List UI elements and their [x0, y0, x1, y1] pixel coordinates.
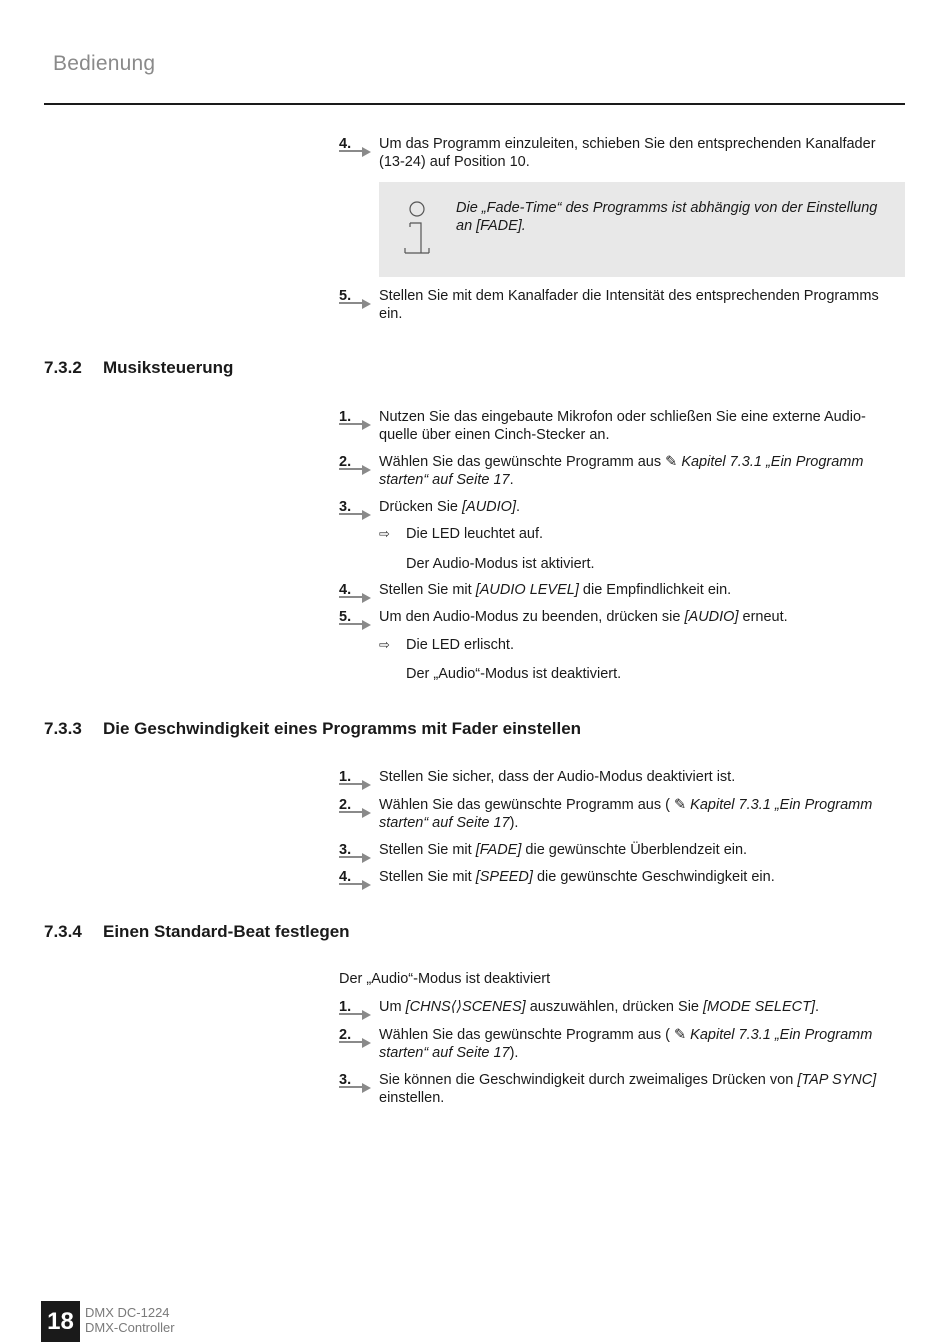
- step-number: 4.: [339, 869, 352, 885]
- header-divider: [44, 103, 905, 105]
- step-text: [379, 868, 899, 886]
- step-4: [339, 135, 899, 171]
- step-1: [339, 408, 899, 444]
- step-number: 1.: [339, 409, 352, 425]
- step-text: Stellen Sie sicher, dass der Audio-Modus deaktiviert ist.: [379, 769, 736, 785]
- step-3: [339, 498, 899, 516]
- step-2: [339, 1026, 899, 1062]
- button-reference: [TAP SYNC]: [797, 1072, 877, 1088]
- button-reference: [SPEED]: [475, 869, 533, 885]
- cross-reference-link[interactable]: Kapitel 7.3.1 „Ein Programm starten“ auf Seite 17: [379, 454, 864, 488]
- button-reference: [AUDIO]: [462, 499, 516, 515]
- footer-model: [85, 1305, 175, 1335]
- step-5: [339, 287, 899, 323]
- result-item: [379, 636, 899, 654]
- result-arrow-icon: ⇨: [379, 637, 390, 652]
- step-text-part: Sie können die Geschwindigkeit durch zweimaliges Drücken von: [379, 1072, 798, 1088]
- result-arrow-icon: ⇨: [379, 526, 390, 541]
- step-arrow-icon: [339, 880, 371, 890]
- result-note: Der „Audio“-Modus ist deaktiviert.: [406, 666, 622, 682]
- step-4: [339, 581, 899, 599]
- step-arrow-icon: [339, 147, 371, 157]
- info-box: [379, 182, 905, 277]
- step-arrow-icon: [339, 780, 371, 790]
- step-text-part: ).: [509, 1045, 519, 1061]
- step-3: [339, 1071, 899, 1107]
- step-text-part: die gewünschte Geschwindigkeit ein.: [532, 869, 775, 885]
- step-text: [379, 453, 899, 489]
- step-1: [339, 998, 899, 1016]
- step-text-part: .: [516, 499, 521, 515]
- info-icon: [401, 201, 433, 257]
- footer-model-name: DMX DC-1224: [85, 1305, 170, 1320]
- cross-reference-icon: ✎: [673, 797, 691, 813]
- step-number: 3.: [339, 1072, 352, 1088]
- step-text: [379, 841, 899, 859]
- step-number: 5.: [339, 609, 352, 625]
- info-text: Die „Fade-Time“ des Programms ist abhängig von der Einstellung an [FADE].: [456, 200, 878, 234]
- step-text-part: Stellen Sie mit: [379, 869, 476, 885]
- step-arrow-icon: [339, 1083, 371, 1093]
- step-text: Nutzen Sie das eingebaute Mikrofon oder schließen Sie eine externe Audio-quelle über einen Cinch-Stecker an.: [379, 409, 866, 443]
- step-text-part: einstellen.: [379, 1090, 445, 1106]
- step-text-part: die gewünschte Überblendzeit ein.: [521, 842, 748, 858]
- step-text-part: die Empfindlichkeit ein.: [578, 582, 732, 598]
- section-title: Musiksteuerung: [103, 358, 234, 377]
- button-reference: [CHNS⟨⟩SCENES]: [405, 999, 526, 1015]
- step-2: [339, 796, 899, 832]
- step-number: 2.: [339, 797, 352, 813]
- step-text: Stellen Sie mit dem Kanalfader die Intensität des entsprechenden Programms ein.: [379, 288, 879, 322]
- step-text-part: Wählen Sie das gewünschte Programm aus: [379, 454, 666, 470]
- step-arrow-icon: [339, 853, 371, 863]
- step-number: 3.: [339, 499, 352, 515]
- button-reference: [AUDIO]: [684, 609, 739, 625]
- step-text-part: Um: [379, 999, 406, 1015]
- result-note: Der Audio-Modus ist aktiviert.: [406, 556, 595, 572]
- step-text-part: ).: [509, 815, 519, 831]
- step-text: [379, 581, 899, 599]
- step-arrow-icon: [339, 620, 371, 630]
- step-arrow-icon: [339, 510, 371, 520]
- result-text: Die LED leuchtet auf.: [406, 526, 544, 542]
- button-reference: [FADE]: [475, 842, 522, 858]
- step-number: 5.: [339, 288, 352, 304]
- step-3: [339, 841, 899, 859]
- step-number: 2.: [339, 1027, 352, 1043]
- step-number: 4.: [339, 582, 352, 598]
- page-number: 18: [41, 1301, 80, 1342]
- step-number: 3.: [339, 842, 352, 858]
- cross-reference-icon: ✎: [673, 1027, 691, 1043]
- step-arrow-icon: [339, 1038, 371, 1048]
- section-heading-7-3-2: [44, 358, 233, 378]
- step-text-part: Wählen Sie das gewünschte Programm aus (: [379, 797, 674, 813]
- step-text: Um das Programm einzuleiten, schieben Sie den entsprechenden Kanalfader (13-24) auf Position 10.: [379, 136, 876, 170]
- step-text: [379, 608, 899, 626]
- cross-reference-icon: ✎: [665, 454, 682, 470]
- section-title: Einen Standard-Beat festlegen: [103, 922, 350, 941]
- step-text-part: Stellen Sie mit: [379, 842, 476, 858]
- section-number: 7.3.3: [44, 719, 82, 738]
- step-text-part: Drücken Sie: [379, 499, 463, 515]
- result-text: Die LED erlischt.: [406, 637, 514, 653]
- step-arrow-icon: [339, 593, 371, 603]
- step-arrow-icon: [339, 1010, 371, 1020]
- step-5: [339, 608, 899, 626]
- cross-reference-link[interactable]: Kapitel 7.3.1 „Ein Programm starten“ auf Seite 17: [379, 1027, 873, 1061]
- section-heading-7-3-4: [44, 922, 350, 942]
- step-arrow-icon: [339, 299, 371, 309]
- step-text-part: .: [815, 999, 820, 1015]
- step-number: 1.: [339, 999, 352, 1015]
- step-number: 1.: [339, 769, 352, 785]
- step-text: [379, 796, 899, 832]
- step-4: [339, 868, 899, 886]
- step-number: 4.: [339, 136, 352, 152]
- step-text-part: Stellen Sie mit: [379, 582, 476, 598]
- step-text: [379, 1026, 899, 1062]
- cross-reference-link[interactable]: Kapitel 7.3.1 „Ein Programm starten“ auf Seite 17: [379, 797, 873, 831]
- footer-model-type: DMX-Controller: [85, 1320, 175, 1335]
- header-title: Bedienung: [53, 52, 156, 75]
- step-1: [339, 768, 899, 786]
- step-text-part: Wählen Sie das gewünschte Programm aus (: [379, 1027, 674, 1043]
- section-heading-7-3-3: [44, 719, 581, 739]
- step-arrow-icon: [339, 465, 371, 475]
- step-text-part: .: [509, 472, 514, 488]
- step-text: [379, 1071, 899, 1107]
- step-text-part: erneut.: [738, 609, 788, 625]
- section-number: 7.3.2: [44, 358, 82, 377]
- section-title: Die Geschwindigkeit eines Programms mit Fader einstellen: [103, 719, 582, 738]
- button-reference: [AUDIO LEVEL]: [475, 582, 579, 598]
- step-text: [379, 998, 899, 1016]
- section-intro: Der „Audio“-Modus ist deaktiviert: [339, 971, 551, 987]
- button-reference: [MODE SELECT]: [703, 999, 816, 1015]
- result-item: [379, 525, 899, 543]
- step-arrow-icon: [339, 808, 371, 818]
- step-2: [339, 453, 899, 489]
- step-text-part: Um den Audio-Modus zu beenden, drücken sie: [379, 609, 685, 625]
- step-number: 2.: [339, 454, 352, 470]
- section-number: 7.3.4: [44, 922, 82, 941]
- step-arrow-icon: [339, 420, 371, 430]
- step-text-part: auszuwählen, drücken Sie: [525, 999, 704, 1015]
- step-text: [379, 498, 899, 516]
